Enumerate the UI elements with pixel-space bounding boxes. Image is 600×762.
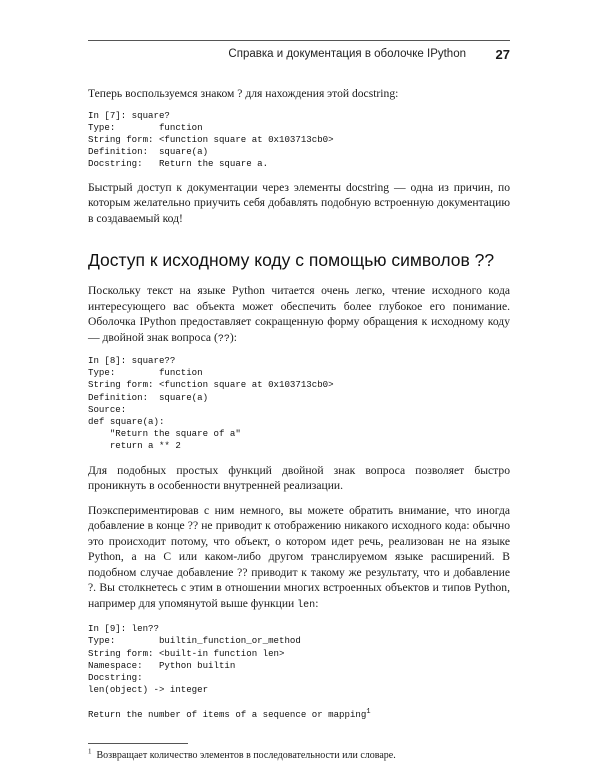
header-rule	[88, 40, 510, 41]
code-block-square-source: In [8]: square?? Type: function String form: <function square at 0x103713cb0> Definition: square(a) Source: def square(a): "Return the square of a" return a ** 2	[88, 355, 334, 452]
page-number: 27	[495, 47, 510, 62]
running-header	[88, 40, 510, 66]
footnote: $^1$ Возвращает количество элементов в последовательности или словаре.	[88, 747, 396, 761]
footnote-rule	[88, 743, 188, 744]
source-intro-paragraph: Поскольку текст на языке Python читается очень легко, чтение исходного кода интересующего вас объекта может обеспечить более глубокое его понимание. Оболочка IPython предоставляет сокращенную форму обращения к исходному коду — двойной знак вопроса (??):	[88, 284, 510, 345]
builtin-paragraph: Поэкспериментировав с ним немного, вы можете обратить внимание, что иногда добавление в конце ?? не приводит к отображению никакого исходного кода: обычно это происходит потому, что объект, о котором идет речь, реализован не на языке Python, а на C или каком-либо другом транслируемом языке расширений. В подобном случае добавление ?? приводит к такому же результату, что и добавление ?. Вы столкнетесь с этим в отношении многих встроенных объектов и типов Python, например для упомянутой выше функции len:	[88, 503, 510, 611]
footnote-reference: 1	[366, 707, 371, 716]
section-title: Доступ к исходному коду с помощью символов ??	[88, 250, 495, 271]
simple-functions-paragraph: Для подобных простых функций двойной знак вопроса позволяет быстро проникнуть в особенности внутренней реализации.	[88, 463, 510, 493]
code-block-len-source: In [9]: len?? Type: builtin_function_or_method String form: <built-in function len> Namespace: Python builtin Docstring: len(object) -> integer Return the number of items of a sequence or mapping$^1$	[88, 623, 371, 720]
header-title: Справка и документация в оболочке IPython	[228, 48, 466, 60]
intro-paragraph: Теперь воспользуемся знаком ? для нахождения этой docstring:	[88, 87, 399, 100]
code-block-square-help: In [7]: square? Type: function String form: <function square at 0x103713cb0> Definition: square(a) Docstring: Return the square a.	[88, 109, 334, 170]
book-page	[88, 40, 510, 762]
docstring-paragraph: Быстрый доступ к документации через элементы docstring — одна из причин, по которым желательно приучить себя добавлять подобную встроенную документацию в создаваемый код!	[88, 180, 510, 225]
